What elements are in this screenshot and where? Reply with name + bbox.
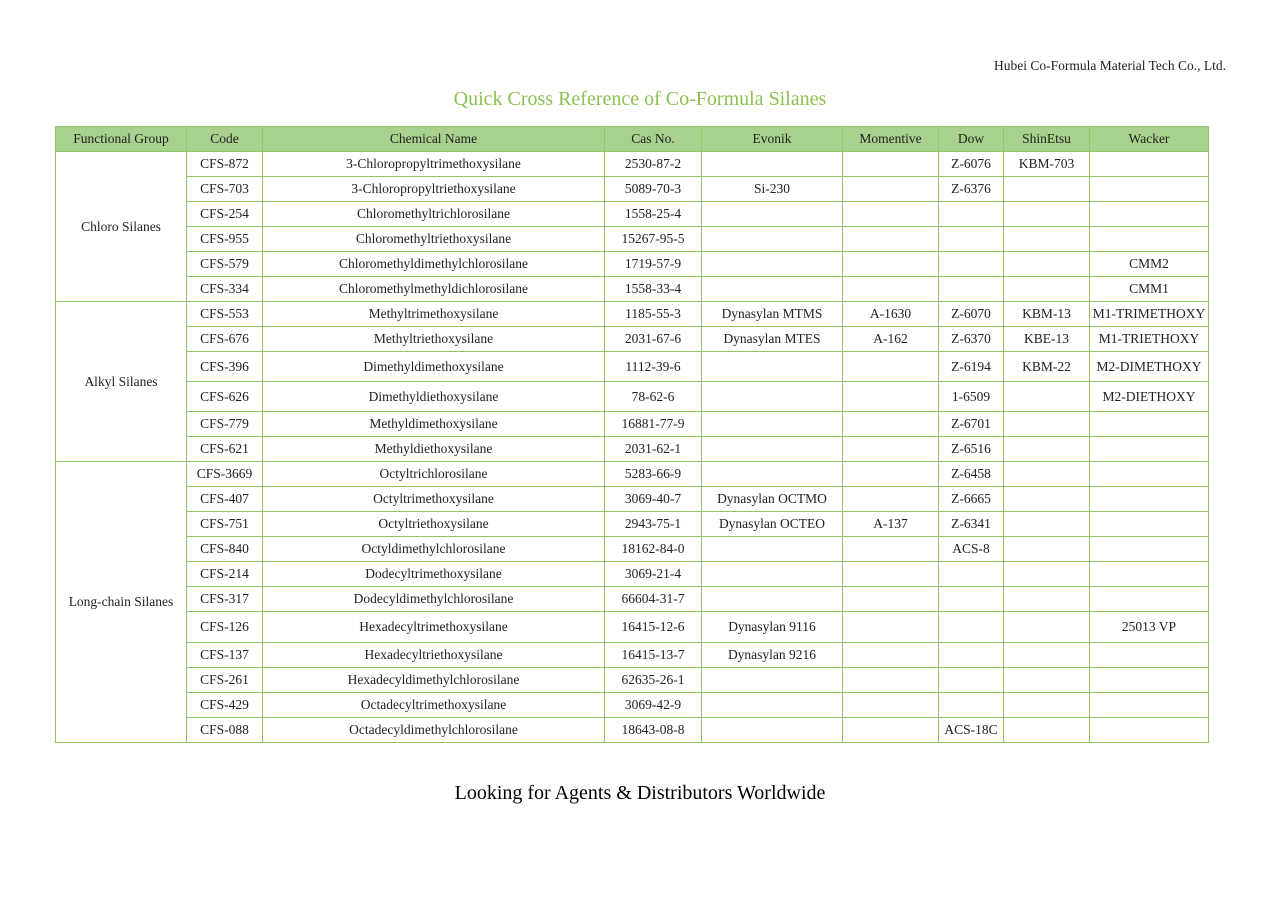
- company-name: Hubei Co-Formula Material Tech Co., Ltd.: [993, 58, 1226, 73]
- evonik-cell: [702, 202, 843, 227]
- dow-cell: [939, 562, 1004, 587]
- evonik-cell: Dynasylan MTES: [702, 327, 843, 352]
- dow-cell: ACS-18C: [939, 718, 1004, 743]
- chemical-name-cell: Octyldimethylchlorosilane: [263, 537, 605, 562]
- table-row: [56, 202, 1209, 227]
- shinetsu-cell: [1004, 587, 1090, 612]
- cas-no-cell: 3069-40-7: [605, 487, 702, 512]
- shinetsu-cell: KBM-703: [1004, 152, 1090, 177]
- table-row: [56, 562, 1209, 587]
- chemical-name-cell: Hexadecyltrimethoxysilane: [263, 612, 605, 643]
- wacker-cell: [1090, 693, 1209, 718]
- code-cell: CFS-579: [187, 252, 263, 277]
- col-header-evonik: Evonik: [702, 127, 843, 152]
- table-row: [56, 587, 1209, 612]
- cas-no-cell: 3069-42-9: [605, 693, 702, 718]
- wacker-cell: [1090, 668, 1209, 693]
- evonik-cell: Dynasylan OCTEO: [702, 512, 843, 537]
- evonik-cell: [702, 382, 843, 412]
- dow-cell: Z-6701: [939, 412, 1004, 437]
- table-row: [56, 352, 1209, 382]
- chemical-name-cell: Dimethyldiethoxysilane: [263, 382, 605, 412]
- cas-no-cell: 18643-08-8: [605, 718, 702, 743]
- dow-cell: [939, 202, 1004, 227]
- evonik-cell: Dynasylan OCTMO: [702, 487, 843, 512]
- chemical-name-cell: 3-Chloropropyltrimethoxysilane: [263, 152, 605, 177]
- chemical-name-cell: Chloromethyltriethoxysilane: [263, 227, 605, 252]
- chemical-name-cell: Hexadecyldimethylchlorosilane: [263, 668, 605, 693]
- cas-no-cell: 5283-66-9: [605, 462, 702, 487]
- dow-cell: Z-6341: [939, 512, 1004, 537]
- cas-no-cell: 1185-55-3: [605, 302, 702, 327]
- evonik-cell: [702, 462, 843, 487]
- wacker-cell: CMM1: [1090, 277, 1209, 302]
- momentive-cell: [843, 177, 939, 202]
- wacker-cell: M2-DIMETHOXY: [1090, 352, 1209, 382]
- table-header-row: [56, 127, 1209, 152]
- table-row: [56, 462, 1209, 487]
- shinetsu-cell: KBM-22: [1004, 352, 1090, 382]
- col-header-shinetsu: ShinEtsu: [1004, 127, 1090, 152]
- momentive-cell: [843, 612, 939, 643]
- evonik-cell: [702, 562, 843, 587]
- shinetsu-cell: [1004, 718, 1090, 743]
- footer-slogan: Looking for Agents & Distributors Worldwide: [454, 782, 826, 804]
- table-row: [56, 152, 1209, 177]
- momentive-cell: [843, 537, 939, 562]
- cas-no-cell: 1112-39-6: [605, 352, 702, 382]
- cas-no-cell: 15267-95-5: [605, 227, 702, 252]
- evonik-cell: [702, 352, 843, 382]
- shinetsu-cell: [1004, 693, 1090, 718]
- wacker-cell: [1090, 562, 1209, 587]
- evonik-cell: [702, 668, 843, 693]
- chemical-name-cell: Methyldimethoxysilane: [263, 412, 605, 437]
- wacker-cell: M1-TRIETHOXY: [1090, 327, 1209, 352]
- cas-no-cell: 1558-33-4: [605, 277, 702, 302]
- momentive-cell: [843, 643, 939, 668]
- cas-no-cell: 2031-67-6: [605, 327, 702, 352]
- cas-no-cell: 1558-25-4: [605, 202, 702, 227]
- shinetsu-cell: [1004, 562, 1090, 587]
- shinetsu-cell: [1004, 227, 1090, 252]
- code-cell: CFS-126: [187, 612, 263, 643]
- wacker-cell: [1090, 537, 1209, 562]
- evonik-cell: [702, 718, 843, 743]
- dow-cell: Z-6076: [939, 152, 1004, 177]
- momentive-cell: [843, 202, 939, 227]
- cas-no-cell: 18162-84-0: [605, 537, 702, 562]
- shinetsu-cell: [1004, 177, 1090, 202]
- evonik-cell: [702, 437, 843, 462]
- code-cell: CFS-779: [187, 412, 263, 437]
- chemical-name-cell: 3-Chloropropyltriethoxysilane: [263, 177, 605, 202]
- shinetsu-cell: [1004, 412, 1090, 437]
- evonik-cell: [702, 587, 843, 612]
- shinetsu-cell: [1004, 537, 1090, 562]
- code-cell: CFS-626: [187, 382, 263, 412]
- dow-cell: [939, 693, 1004, 718]
- shinetsu-cell: [1004, 202, 1090, 227]
- code-cell: CFS-3669: [187, 462, 263, 487]
- evonik-cell: Si-230: [702, 177, 843, 202]
- cas-no-cell: 16415-13-7: [605, 643, 702, 668]
- col-header-wacker: Wacker: [1090, 127, 1209, 152]
- functional-group-cell: Chloro Silanes: [56, 152, 187, 302]
- col-header-code: Code: [187, 127, 263, 152]
- cas-no-cell: 2530-87-2: [605, 152, 702, 177]
- wacker-cell: [1090, 587, 1209, 612]
- momentive-cell: [843, 668, 939, 693]
- code-cell: CFS-553: [187, 302, 263, 327]
- table-row: [56, 693, 1209, 718]
- cas-no-cell: 1719-57-9: [605, 252, 702, 277]
- evonik-cell: Dynasylan 9116: [702, 612, 843, 643]
- code-cell: CFS-214: [187, 562, 263, 587]
- code-cell: CFS-254: [187, 202, 263, 227]
- table-row: [56, 718, 1209, 743]
- chemical-name-cell: Dodecyltrimethoxysilane: [263, 562, 605, 587]
- chemical-name-cell: Chloromethyltrichlorosilane: [263, 202, 605, 227]
- col-header-cas-no: Cas No.: [605, 127, 702, 152]
- momentive-cell: A-137: [843, 512, 939, 537]
- code-cell: CFS-872: [187, 152, 263, 177]
- cas-no-cell: 2943-75-1: [605, 512, 702, 537]
- code-cell: CFS-955: [187, 227, 263, 252]
- evonik-cell: Dynasylan 9216: [702, 643, 843, 668]
- code-cell: CFS-676: [187, 327, 263, 352]
- cas-no-cell: 16881-77-9: [605, 412, 702, 437]
- momentive-cell: [843, 562, 939, 587]
- table-row: [56, 537, 1209, 562]
- dow-cell: [939, 668, 1004, 693]
- dow-cell: [939, 612, 1004, 643]
- chemical-name-cell: Hexadecyltriethoxysilane: [263, 643, 605, 668]
- momentive-cell: A-162: [843, 327, 939, 352]
- functional-group-cell: Long-chain Silanes: [56, 462, 187, 743]
- table-row: [56, 668, 1209, 693]
- col-header-dow: Dow: [939, 127, 1004, 152]
- momentive-cell: [843, 587, 939, 612]
- chemical-name-cell: Chloromethylmethyldichlorosilane: [263, 277, 605, 302]
- dow-cell: Z-6370: [939, 327, 1004, 352]
- table-row: [56, 512, 1209, 537]
- dow-cell: Z-6376: [939, 177, 1004, 202]
- evonik-cell: [702, 693, 843, 718]
- code-cell: CFS-407: [187, 487, 263, 512]
- shinetsu-cell: [1004, 512, 1090, 537]
- cross-reference-table: [55, 126, 1209, 743]
- code-cell: CFS-703: [187, 177, 263, 202]
- dow-cell: [939, 252, 1004, 277]
- evonik-cell: [702, 227, 843, 252]
- wacker-cell: 25013 VP: [1090, 612, 1209, 643]
- momentive-cell: [843, 693, 939, 718]
- wacker-cell: [1090, 462, 1209, 487]
- code-cell: CFS-396: [187, 352, 263, 382]
- wacker-cell: [1090, 718, 1209, 743]
- evonik-cell: [702, 277, 843, 302]
- code-cell: CFS-621: [187, 437, 263, 462]
- evonik-cell: [702, 252, 843, 277]
- cas-no-cell: 16415-12-6: [605, 612, 702, 643]
- chemical-name-cell: Methyltriethoxysilane: [263, 327, 605, 352]
- table-body: [56, 152, 1209, 743]
- wacker-cell: [1090, 437, 1209, 462]
- wacker-cell: [1090, 643, 1209, 668]
- momentive-cell: [843, 437, 939, 462]
- evonik-cell: [702, 537, 843, 562]
- wacker-cell: CMM2: [1090, 252, 1209, 277]
- table-row: [56, 382, 1209, 412]
- code-cell: CFS-334: [187, 277, 263, 302]
- dow-cell: [939, 227, 1004, 252]
- chemical-name-cell: Octadecyltrimethoxysilane: [263, 693, 605, 718]
- cas-no-cell: 62635-26-1: [605, 668, 702, 693]
- table-row: [56, 437, 1209, 462]
- shinetsu-cell: [1004, 382, 1090, 412]
- col-header-chemical-name: Chemical Name: [263, 127, 605, 152]
- wacker-cell: [1090, 412, 1209, 437]
- chemical-name-cell: Dimethyldimethoxysilane: [263, 352, 605, 382]
- cas-no-cell: 5089-70-3: [605, 177, 702, 202]
- code-cell: CFS-088: [187, 718, 263, 743]
- wacker-cell: [1090, 227, 1209, 252]
- momentive-cell: A-1630: [843, 302, 939, 327]
- evonik-cell: [702, 152, 843, 177]
- col-header-functional-group: Functional Group: [56, 127, 187, 152]
- dow-cell: [939, 277, 1004, 302]
- table-row: [56, 227, 1209, 252]
- table-row: [56, 277, 1209, 302]
- wacker-cell: [1090, 202, 1209, 227]
- table-row: [56, 487, 1209, 512]
- momentive-cell: [843, 277, 939, 302]
- table-row: [56, 177, 1209, 202]
- dow-cell: Z-6665: [939, 487, 1004, 512]
- momentive-cell: [843, 252, 939, 277]
- wacker-cell: M1-TRIMETHOXY: [1090, 302, 1209, 327]
- momentive-cell: [843, 412, 939, 437]
- shinetsu-cell: KBM-13: [1004, 302, 1090, 327]
- table-row: [56, 643, 1209, 668]
- cas-no-cell: 66604-31-7: [605, 587, 702, 612]
- momentive-cell: [843, 718, 939, 743]
- momentive-cell: [843, 462, 939, 487]
- momentive-cell: [843, 352, 939, 382]
- chemical-name-cell: Octyltrichlorosilane: [263, 462, 605, 487]
- dow-cell: Z-6458: [939, 462, 1004, 487]
- cas-no-cell: 78-62-6: [605, 382, 702, 412]
- evonik-cell: [702, 412, 843, 437]
- chemical-name-cell: Octadecyldimethylchlorosilane: [263, 718, 605, 743]
- col-header-momentive: Momentive: [843, 127, 939, 152]
- momentive-cell: [843, 382, 939, 412]
- table-row: [56, 302, 1209, 327]
- wacker-cell: [1090, 512, 1209, 537]
- code-cell: CFS-137: [187, 643, 263, 668]
- dow-cell: [939, 587, 1004, 612]
- functional-group-cell: Alkyl Silanes: [56, 302, 187, 462]
- chemical-name-cell: Octyltriethoxysilane: [263, 512, 605, 537]
- table-row: [56, 412, 1209, 437]
- page-title: Quick Cross Reference of Co-Formula Silanes: [453, 88, 827, 110]
- shinetsu-cell: [1004, 487, 1090, 512]
- shinetsu-cell: KBE-13: [1004, 327, 1090, 352]
- code-cell: CFS-840: [187, 537, 263, 562]
- shinetsu-cell: [1004, 643, 1090, 668]
- chemical-name-cell: Dodecyldimethylchlorosilane: [263, 587, 605, 612]
- table-row: [56, 612, 1209, 643]
- table-row: [56, 252, 1209, 277]
- code-cell: CFS-751: [187, 512, 263, 537]
- dow-cell: 1-6509: [939, 382, 1004, 412]
- code-cell: CFS-261: [187, 668, 263, 693]
- chemical-name-cell: Chloromethyldimethylchlorosilane: [263, 252, 605, 277]
- dow-cell: [939, 643, 1004, 668]
- wacker-cell: [1090, 152, 1209, 177]
- shinetsu-cell: [1004, 668, 1090, 693]
- chemical-name-cell: Methyltrimethoxysilane: [263, 302, 605, 327]
- chemical-name-cell: Methyldiethoxysilane: [263, 437, 605, 462]
- code-cell: CFS-429: [187, 693, 263, 718]
- cas-no-cell: 3069-21-4: [605, 562, 702, 587]
- code-cell: CFS-317: [187, 587, 263, 612]
- wacker-cell: [1090, 177, 1209, 202]
- dow-cell: Z-6070: [939, 302, 1004, 327]
- momentive-cell: [843, 227, 939, 252]
- shinetsu-cell: [1004, 612, 1090, 643]
- evonik-cell: Dynasylan MTMS: [702, 302, 843, 327]
- chemical-name-cell: Octyltrimethoxysilane: [263, 487, 605, 512]
- shinetsu-cell: [1004, 277, 1090, 302]
- cas-no-cell: 2031-62-1: [605, 437, 702, 462]
- momentive-cell: [843, 152, 939, 177]
- shinetsu-cell: [1004, 252, 1090, 277]
- shinetsu-cell: [1004, 437, 1090, 462]
- wacker-cell: [1090, 487, 1209, 512]
- wacker-cell: M2-DIETHOXY: [1090, 382, 1209, 412]
- shinetsu-cell: [1004, 462, 1090, 487]
- dow-cell: ACS-8: [939, 537, 1004, 562]
- dow-cell: Z-6516: [939, 437, 1004, 462]
- table-row: [56, 327, 1209, 352]
- dow-cell: Z-6194: [939, 352, 1004, 382]
- momentive-cell: [843, 487, 939, 512]
